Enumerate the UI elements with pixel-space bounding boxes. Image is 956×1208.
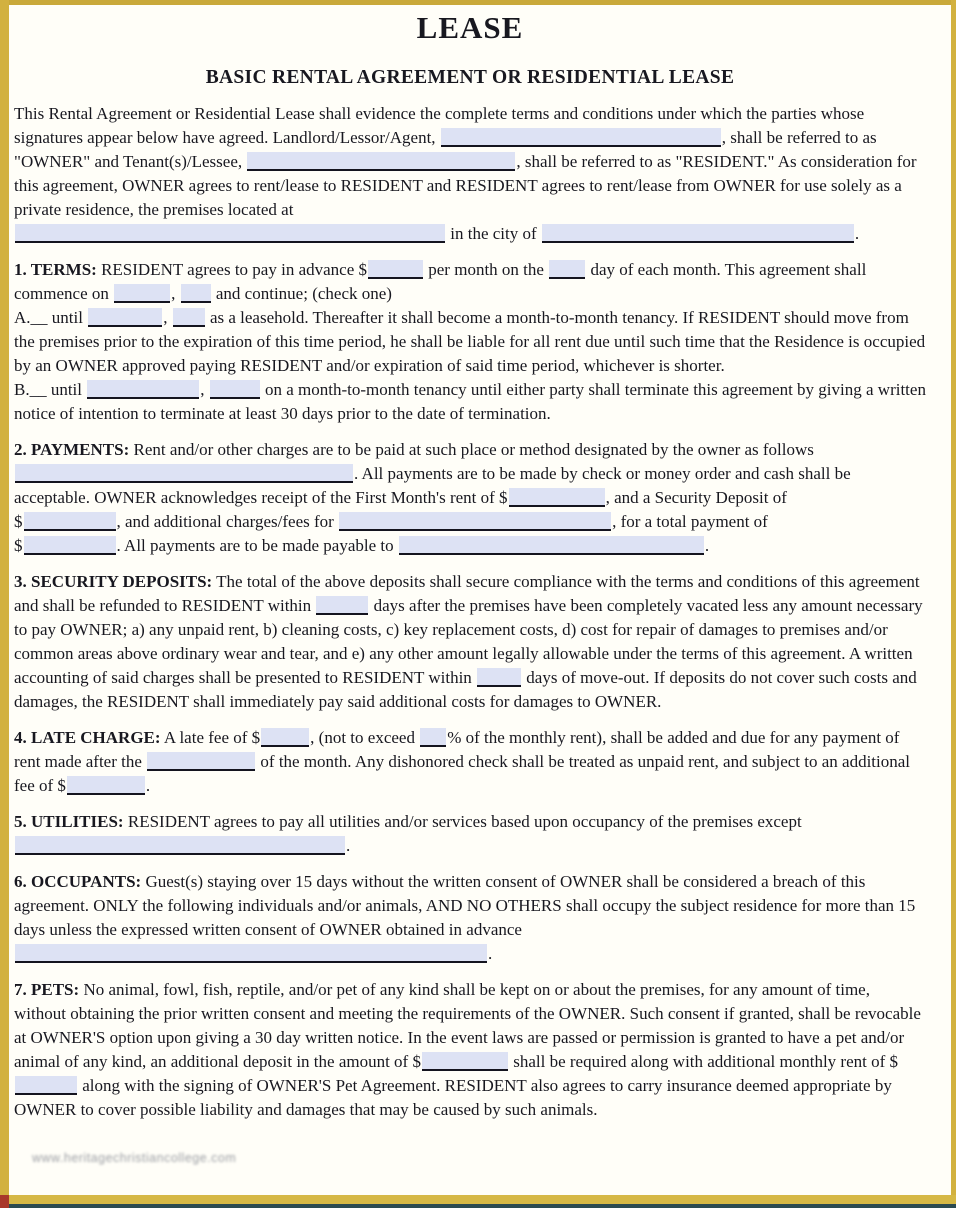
text-run: RESIDENT agrees to pay in advance $	[96, 260, 368, 279]
text-run: day of each month. This agreement shall commence on	[14, 260, 867, 303]
blank-form-field[interactable]	[15, 1076, 77, 1095]
blank-form-field[interactable]	[88, 308, 162, 327]
text-run: and continue; (check one)	[211, 284, 392, 303]
section-pets-heading: 7. PETS:	[14, 980, 80, 999]
blank-form-field[interactable]	[542, 224, 854, 243]
page-border-left	[0, 0, 9, 1208]
document-subtitle: BASIC RENTAL AGREEMENT OR RESIDENTIAL LEASE	[205, 67, 735, 88]
text-run: .	[346, 836, 351, 855]
text-run: on a month-to-month tenancy until either party shall terminate this agreement by giving a written notice of intention to terminate at least 30 days prior to the date of termination.	[14, 380, 926, 423]
blank-form-field[interactable]	[368, 260, 423, 279]
text-run: ,	[163, 308, 172, 327]
section-late-charge-heading: 4. LATE CHARGE:	[14, 728, 161, 747]
text-run: as a leasehold. Thereafter it shall become a month-to-month tenancy. If RESIDENT should move from the premises prior to the expiration of this time period, he shall be liable for all rent due until such time that the Residence is occupied by an OWNER approved paying RESIDENT and/or expiration of said time period, whichever is shorter.	[14, 308, 926, 375]
intro-paragraph	[14, 102, 926, 246]
blank-form-field[interactable]	[15, 224, 445, 243]
watermark: www.heritagechristiancollege.com	[32, 1151, 237, 1165]
section-occupants	[14, 870, 926, 966]
blank-form-field[interactable]	[114, 284, 170, 303]
text-run: .	[145, 776, 151, 795]
section-utilities	[14, 810, 926, 858]
text-run: per month on the	[424, 260, 549, 279]
text-run: days of move-out. If deposits do not cover such costs and damages, the RESIDENT shall immediately pay said additional costs for damages to OWNER.	[14, 668, 917, 711]
page-border-bottom	[0, 1195, 956, 1204]
page-border-top	[0, 0, 956, 5]
section-payments-heading: 2. PAYMENTS:	[14, 440, 130, 459]
blank-form-field[interactable]	[15, 944, 487, 963]
section-occupants-heading: 6. OCCUPANTS:	[14, 872, 142, 891]
text-run: A.__ until	[14, 308, 88, 327]
text-run: .	[854, 224, 860, 243]
text-run: , shall be referred to as "RESIDENT." As consideration for this agreement, OWNER agrees to rent/lease to RESIDENT and RESIDENT agrees to rent/lease from OWNER for use solely as a private residence, the premises located at	[14, 152, 917, 219]
text-run: , (not to exceed	[310, 728, 420, 747]
text-run: Rent and/or other charges are to be paid at such place or method designated by the owner as follows	[129, 440, 814, 459]
document-content	[14, 5, 926, 1134]
text-run: shall be required along with additional monthly rent of $	[508, 1052, 899, 1071]
text-run: , shall be referred to as "OWNER" and Tenant(s)/Lessee,	[14, 128, 877, 171]
text-run: The total of the above deposits shall secure compliance with the terms and conditions of this agreement and shall be refunded to RESIDENT within	[14, 572, 920, 615]
text-run: ,	[200, 380, 209, 399]
text-run: $	[14, 536, 23, 555]
text-run: .	[488, 944, 493, 963]
text-run: in the city of	[446, 224, 541, 243]
blank-form-field[interactable]	[24, 536, 116, 555]
blank-form-field[interactable]	[173, 308, 205, 327]
text-run: .	[704, 536, 710, 555]
blank-form-field[interactable]	[441, 128, 721, 147]
blank-form-field[interactable]	[15, 836, 345, 855]
document-body	[14, 102, 926, 1122]
section-security-deposits	[14, 570, 926, 714]
blank-form-field[interactable]	[399, 536, 704, 555]
blank-form-field[interactable]	[422, 1052, 508, 1071]
text-run: A late fee of $	[160, 728, 261, 747]
text-run: No animal, fowl, fish, reptile, and/or pet of any kind shall be kept on or about the premises, for any amount of time, without obtaining the prior written consent and meeting the requirements of the OWNER. Such consent if granted, shall be revocable at OWNER'S option upon giving a 30 day written notice. In the event laws are passed or permission is granted to have a pet and/or animal of any kind, an additional deposit in the amount of $	[14, 980, 921, 1071]
page-border-right	[951, 0, 956, 1208]
text-run: , and additional charges/fees for	[116, 512, 339, 531]
blank-form-field[interactable]	[261, 728, 309, 747]
blank-form-field[interactable]	[247, 152, 515, 171]
text-run: , for a total payment of	[612, 512, 768, 531]
blank-form-field[interactable]	[24, 512, 116, 531]
section-payments	[14, 438, 926, 558]
blank-form-field[interactable]	[420, 728, 446, 747]
section-pets	[14, 978, 926, 1122]
text-run: RESIDENT agrees to pay all utilities and/or services based upon occupancy of the premises except	[123, 812, 802, 831]
blank-form-field[interactable]	[339, 512, 611, 531]
section-late-charge	[14, 726, 926, 798]
text-run: $	[14, 512, 23, 531]
section-utilities-heading: 5. UTILITIES:	[14, 812, 124, 831]
text-run: , and a Security Deposit of	[605, 488, 787, 507]
section-security-deposits-heading: 3. SECURITY DEPOSITS:	[14, 572, 213, 591]
text-run: of the month. Any dishonored check shall be treated as unpaid rent, and subject to an additional fee of $	[14, 752, 911, 795]
blank-form-field[interactable]	[15, 464, 353, 483]
section-terms	[14, 258, 926, 426]
page-footer-dark-strip	[0, 1204, 956, 1208]
blank-form-field[interactable]	[549, 260, 585, 279]
blank-form-field[interactable]	[147, 752, 255, 771]
text-run: ,	[171, 284, 180, 303]
text-run: % of the monthly rent), shall be added and due for any payment of rent made after the	[14, 728, 900, 771]
section-terms-heading: 1. TERMS:	[14, 260, 97, 279]
text-run: Guest(s) staying over 15 days without the written consent of OWNER shall be considered a breach of this agreement. ONLY the following individuals and/or animals, AND NO OTHERS shall occupy the subject residence for more than 15 days unless the expressed written consent of OWNER obtained in advance	[14, 872, 916, 939]
blank-form-field[interactable]	[509, 488, 605, 507]
blank-form-field[interactable]	[181, 284, 211, 303]
blank-form-field[interactable]	[477, 668, 521, 687]
text-run: . All payments are to be made by check or money order and cash shall be acceptable. OWNER acknowledges receipt of the First Month's rent of $	[14, 464, 851, 507]
page-footer-red-mark	[0, 1195, 9, 1208]
blank-form-field[interactable]	[67, 776, 145, 795]
text-run: days after the premises have been completely vacated less any amount necessary to pay OWNER; a) any unpaid rent, b) cleaning costs, c) key replacement costs, d) cost for repair of damages to premises and/or common areas above ordinary wear and tear, and e) any other amount legally allowable under the terms of this agreement. A written accounting of said charges shall be presented to RESIDENT within	[14, 596, 923, 687]
text-run: B.__ until	[14, 380, 87, 399]
blank-form-field[interactable]	[210, 380, 260, 399]
text-run: along with the signing of OWNER'S Pet Agreement. RESIDENT also agrees to carry insurance deemed appropriate by OWNER to cover possible liability and damages that may be caused by such animals.	[14, 1076, 892, 1119]
blank-form-field[interactable]	[87, 380, 199, 399]
text-run: . All payments are to be made payable to	[116, 536, 398, 555]
blank-form-field[interactable]	[316, 596, 368, 615]
document-title: LEASE	[416, 10, 524, 45]
text-run: This Rental Agreement or Residential Lease shall evidence the complete terms and conditions under which the parties whose signatures appear below have agreed. Landlord/Lessor/Agent,	[14, 104, 865, 147]
